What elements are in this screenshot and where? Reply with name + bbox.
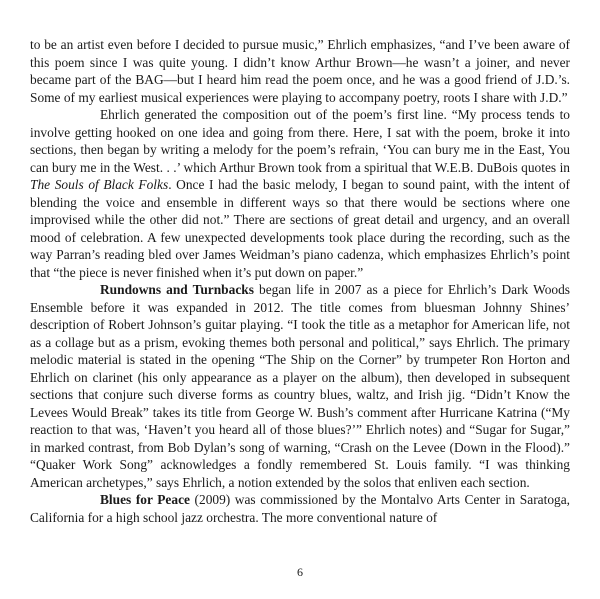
paragraph-text: began life in 2007 as a piece for Ehrlich’s Dark Woods Ensemble before it was expanded in 2012. The title comes from bluesman Johnny Shines’ description of Robert Johnson’s guitar playing. “I took the title as a metaphor for American life, not as a collage but as a prism, evoking themes both personal and political,” says Ehrlich. The primary melodic material is stated in the opening “The Ship on the Corner” by trumpeter Ron Horton and Ehrlich on clarinet (his only appearance as a player on the album), then developed in subsequent sections that conjure such diverse forms as country blues, waltz, and Irish jig. “Didn’t Know the Levees Would Break” takes its title from George W. Bush’s comment after Hurricane Katrina (“My reaction to that was, ‘Haven’t you heard all of those blues?’” Ehrlich notes) and “Sugar for Sugar,” in marked contrast, from Bob Dylan’s song of warning, “Crash on the Levee (Down in the Flood).” “Quaker Work Song” acknowledges a fondly remembered St. Louis family. “I was thinking American archetypes,” says Ehrlich, a notion extended by the solos that enliven each section. <box>30 282 570 490</box>
paragraph-rundowns-and-turnbacks <box>30 281 570 491</box>
page-number: 6 <box>297 565 303 579</box>
paragraph-text: (2009) was commissioned by the Montalvo Arts Center in Saratoga, California for a high school jazz orchestra. The more conventional nature of <box>30 492 571 525</box>
paragraph-text: . Once I had the basic melody, I began to sound paint, with the intent of blending the voice and ensemble in different ways so that there would be sections where one improvised while the other did not.” There are sections of great detail and urgency, and an overall mood of celebration. A few unexpected developments took place during the recording, such as the way Parran’s reading bled over James Weidman’s piano cadenza, which emphasizes Ehrlich’s point that “the piece is never finished when it’s put down on paper.” <box>30 177 570 280</box>
paragraph-composition-origin <box>30 106 570 281</box>
piece-title: Blues for Peace <box>100 492 190 507</box>
book-title: The Souls of Black Folks <box>30 177 169 192</box>
body-text <box>30 36 570 526</box>
paragraph-text: Ehrlich generated the composition out of the poem’s first line. “My process tends to involve getting hooked on one idea and going from there. Here, I sat with the poem, broke it into sections, then began by writing a melody for the poem’s refrain, ‘You can bury me in the East, You can bury me in the West. . .’ which Arthur Brown took from a spiritual that W.E.B. DuBois quotes in <box>30 107 570 175</box>
paragraph-quote-continuation: to be an artist even before I decided to pursue music,” Ehrlich emphasizes, “and I’ve been aware of this poem since I was quite young. I didn’t know Arthur Brown—he wasn’t a joiner, and never became part of the BAG—but I heard him read the poem once, and he was a good friend of J.D.’s. Some of my earliest musical experiences were playing to accompany poetry, roots I share with J.D.” <box>30 37 570 105</box>
piece-title: Rundowns and Turnbacks <box>100 282 254 297</box>
paragraph-blues-for-peace <box>30 491 570 526</box>
